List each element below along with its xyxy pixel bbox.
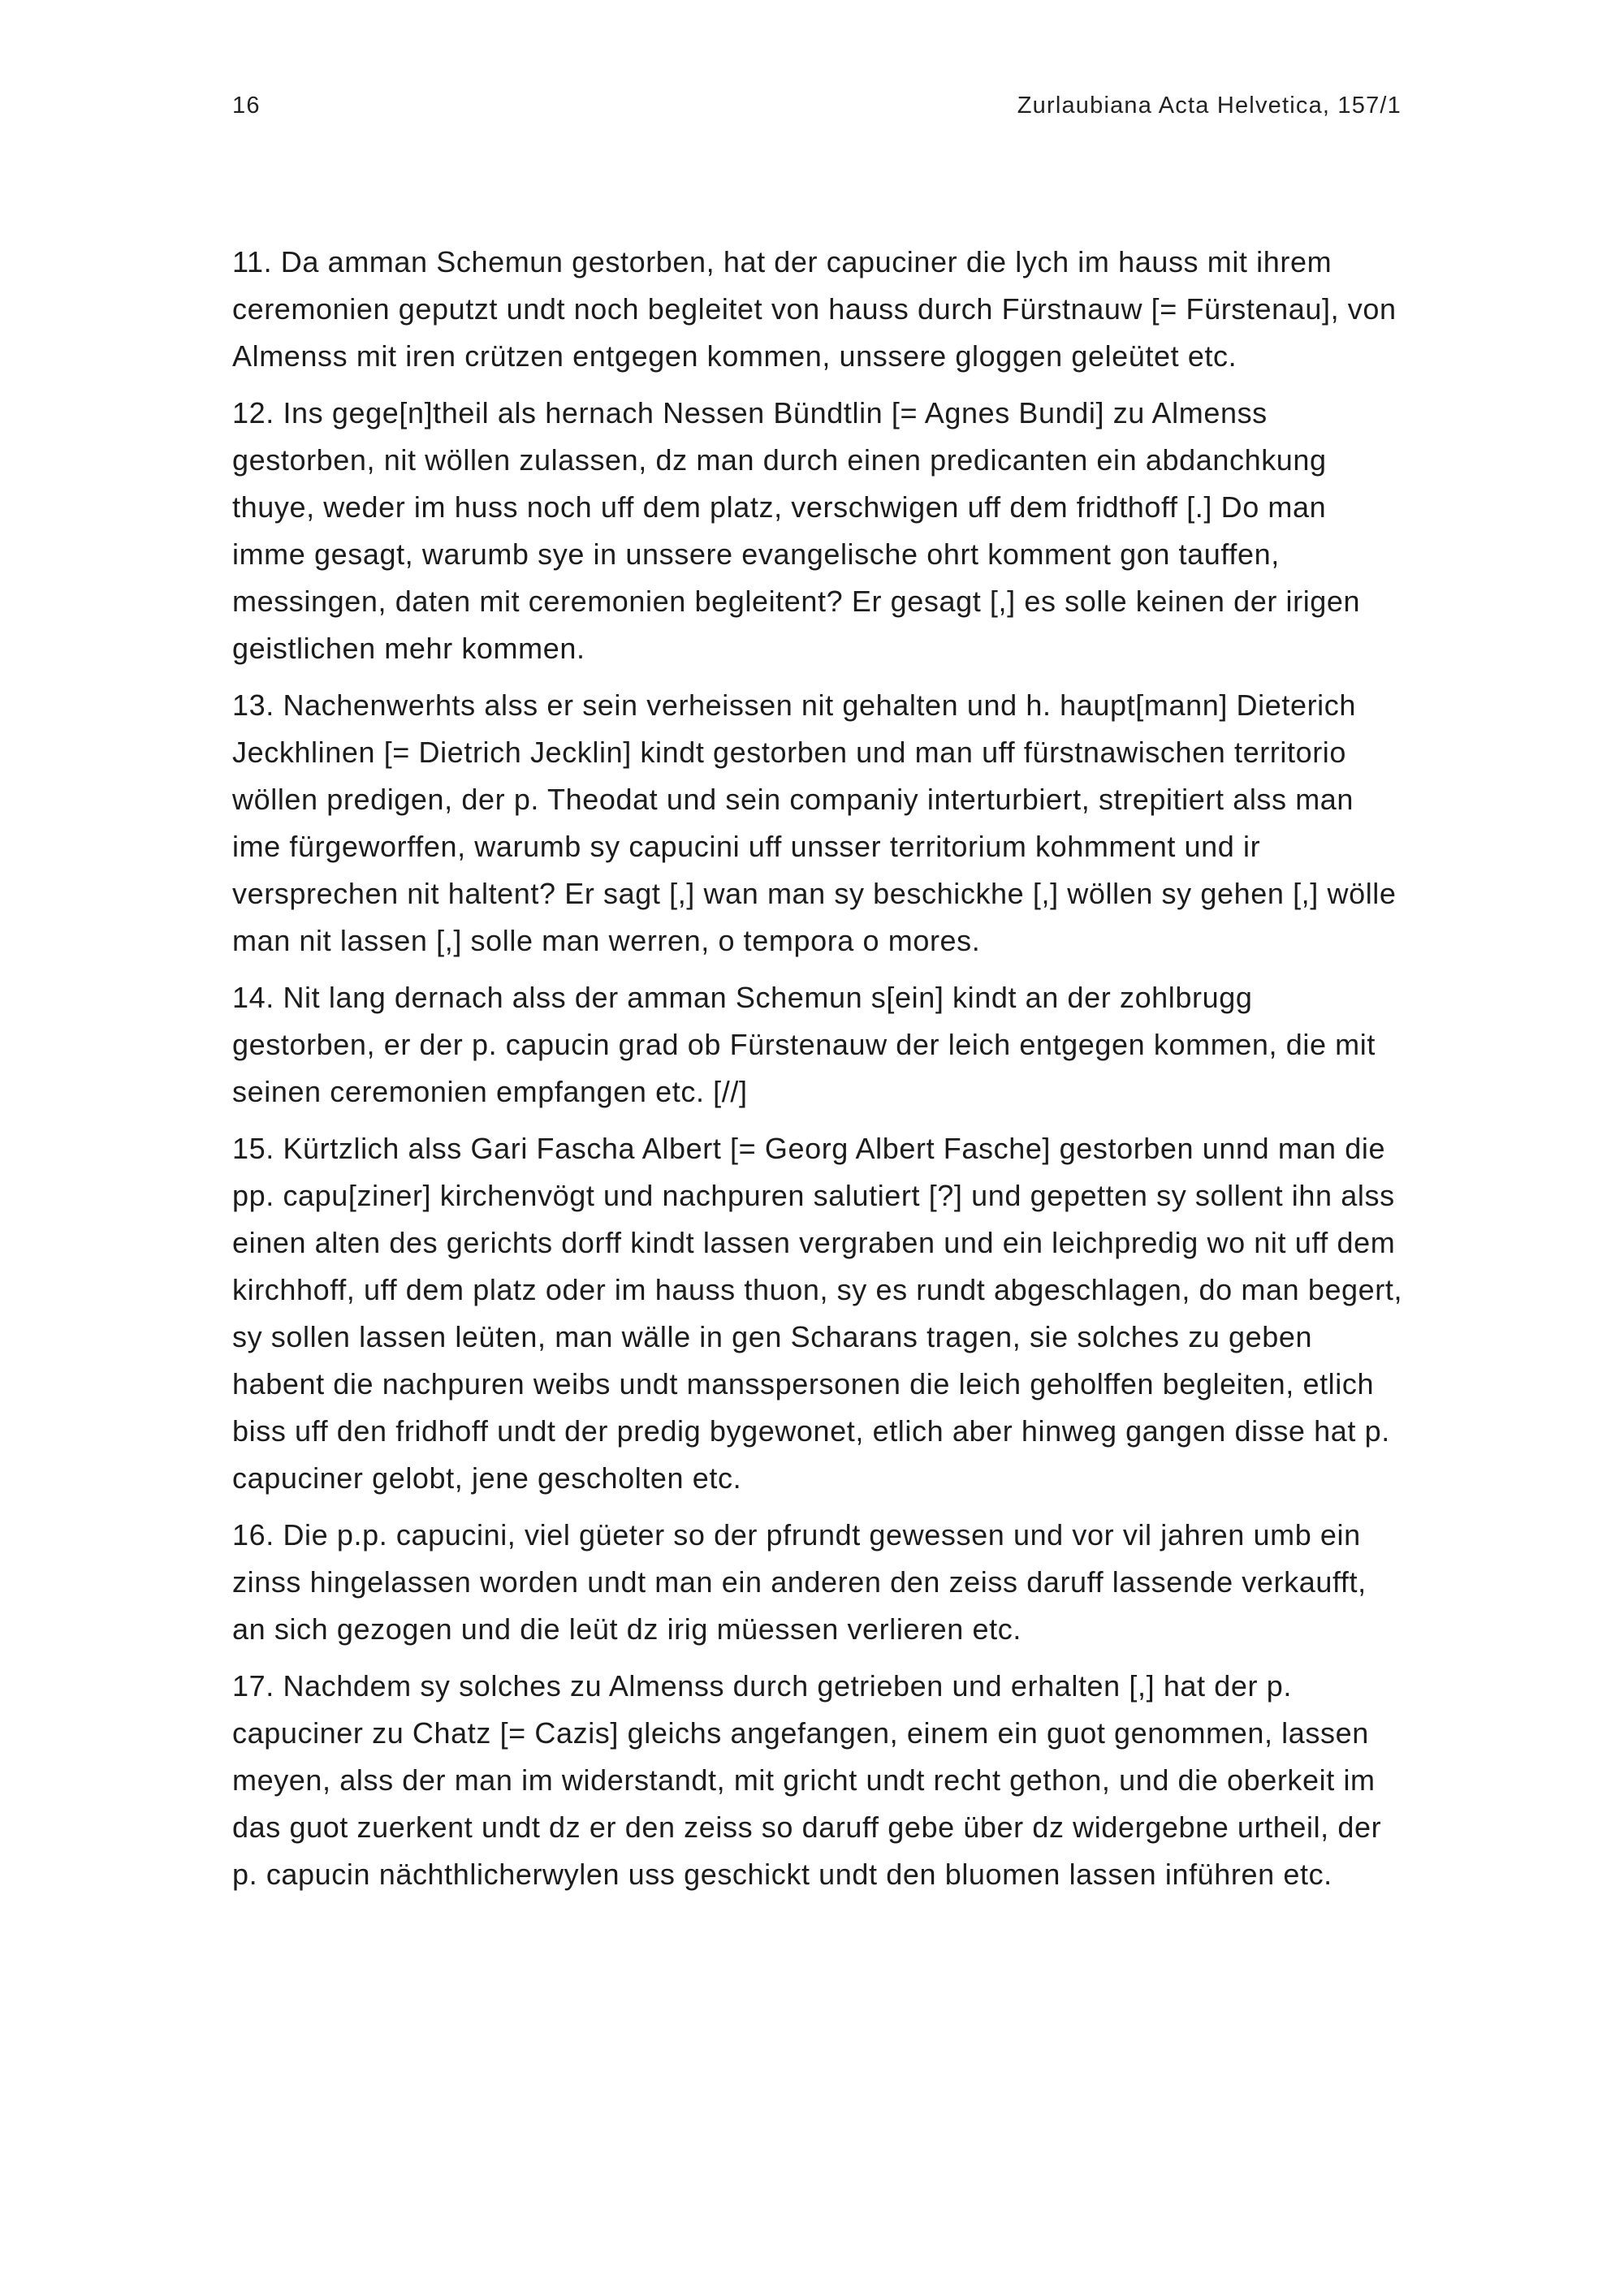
running-title: Zurlaubiana Acta Helvetica, 157/1 bbox=[1017, 93, 1402, 119]
body-text bbox=[232, 239, 1403, 1908]
entry-17: 17. Nachdem sy solches zu Almenss durch getrieben und erhalten [,] hat der p. capuciner zu Chatz [= Cazis] gleichs angefangen, einem ein guot genommen, lassen meyen, alss der man im widerstandt, mit gricht undt recht gethon, und die oberkeit im das guot zuerkent undt dz er den zeiss so daruff gebe über dz widergebne urtheil, der p. capucin nächthlicherwylen uss geschickt undt den bluomen lassen inführen etc. bbox=[232, 1669, 1382, 1891]
entry-13: 13. Nachenwerhts alss er sein verheissen nit gehalten und h. haupt[mann] Dieterich Jeckhlinen [= Dietrich Jecklin] kindt gestorben und man uff fürstnawischen territorio wöllen predigen, der p. Theodat und sein companiy interturbiert, strepitiert alss man ime fürgeworffen, warumb sy capucini uff unsser territorium kohmment und ir versprechen nit haltent? Er sagt [,] wan man sy beschickhe [,] wöllen sy gehen [,] wölle man nit lassen [,] solle man werren, o tempora o mores. bbox=[232, 688, 1397, 957]
entry-12: 12. Ins gege[n]theil als hernach Nessen Bündtlin [= Agnes Bundi] zu Almenss gestorben, nit wöllen zulassen, dz man durch einen predicanten ein abdanchkung thuye, weder im huss noch uff dem platz, verschwigen uff dem fridthoff [.] Do man imme gesagt, warumb sye in unssere evangelische ohrt komment gon tauffen, messingen, daten mit ceremonien begleitent? Er gesagt [,] es solle keinen der irigen geistlichen mehr kommen. bbox=[232, 396, 1361, 665]
entry-11: 11. Da amman Schemun gestorben, hat der capuciner die lych im hauss mit ihrem ceremonien geputzt undt noch begleitet von hauss durch Fürstnauw [= Fürstenau], von Almenss mit iren crützen entgegen kommen, unssere gloggen geleütet etc. bbox=[232, 245, 1397, 373]
entry-14: 14. Nit lang dernach alss der amman Schemun s[ein] kindt an der zohlbrugg gestorben, er der p. capucin grad ob Fürstenauw der leich entgegen kommen, die mit seinen ceremonien empfangen etc. [//] bbox=[232, 981, 1376, 1108]
page-header bbox=[232, 93, 1402, 125]
entry-15: 15. Kürtzlich alss Gari Fascha Albert [= Georg Albert Fasche] gestorben unnd man die pp. capu[ziner] kirchenvögt und nachpuren salutiert [?] und gepetten sy sollent ihn alss einen alten des gerichts dorff kindt lassen vergraben und ein leichpredig wo nit uff dem kirchhoff, uff dem platz oder im hauss thuon, sy es rundt abgeschlagen, do man begert, sy sollen lassen leüten, man wälle in gen Scharans tragen, sie solches zu geben habent die nachpuren weibs undt mansspersonen die leich geholffen begleiten, etlich biss uff den fridhoff undt der predig bygewonet, etlich aber hinweg gangen disse hat p. capuciner gelobt, jene gescholten etc. bbox=[232, 1132, 1403, 1495]
entry-16: 16. Die p.p. capucini, viel güeter so der pfrundt gewessen und vor vil jahren umb ein zinss hingelassen worden undt man ein anderen den zeiss daruff lassende verkaufft, an sich gezogen und die leüt dz irig müessen verlieren etc. bbox=[232, 1518, 1367, 1646]
page-number: 16 bbox=[232, 93, 261, 119]
